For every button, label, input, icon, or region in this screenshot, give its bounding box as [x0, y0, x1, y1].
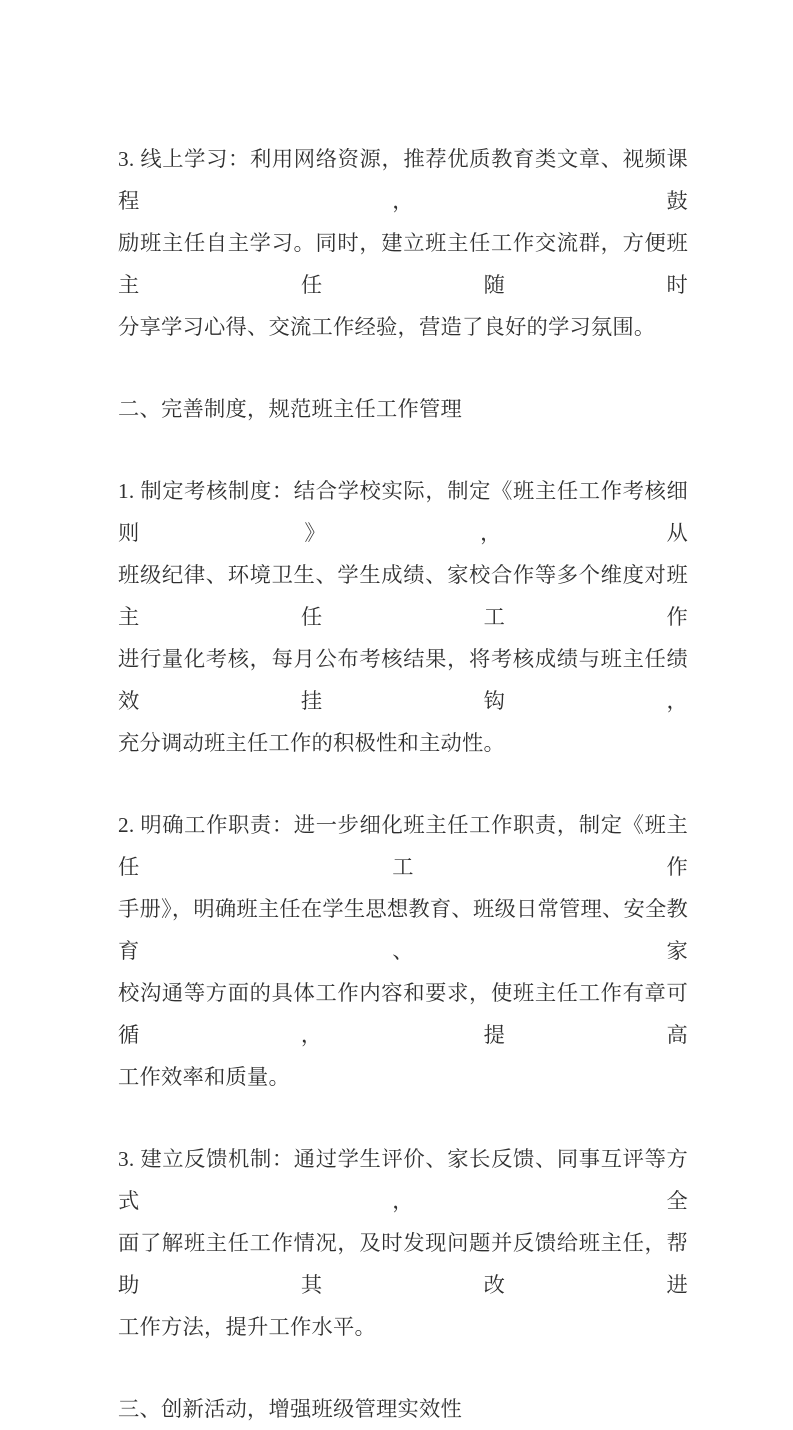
text-line: 3. 建立反馈机制：通过学生评价、家长反馈、同事互评等方式，全 — [118, 1147, 688, 1213]
paragraph-assessment-system — [118, 470, 688, 764]
text-line: 班级纪律、环境卫生、学生成绩、家校合作等多个维度对班主任工作 — [118, 563, 688, 629]
heading-section-3 — [118, 1388, 688, 1430]
text-line: 工作效率和质量。 — [118, 1065, 290, 1089]
text-line: 面了解班主任工作情况，及时发现问题并反馈给班主任，帮助其改进 — [118, 1231, 688, 1297]
text-line: 进行量化考核，每月公布考核结果，将考核成绩与班主任绩效挂钩， — [118, 647, 688, 713]
paragraph-online-learning — [118, 138, 688, 348]
text-line: 手册》，明确班主任在学生思想教育、班级日常管理、安全教育、家 — [118, 897, 688, 963]
text-line: 3. 线上学习：利用网络资源，推荐优质教育类文章、视频课程，鼓 — [118, 147, 688, 213]
paragraph-feedback-mechanism — [118, 1138, 688, 1348]
paragraph-work-duties — [118, 804, 688, 1098]
text-line: 校沟通等方面的具体工作内容和要求，使班主任工作有章可循，提高 — [118, 981, 688, 1047]
text-line: 工作方法，提升工作水平。 — [118, 1315, 376, 1339]
text-line: 分享学习心得、交流工作经验，营造了良好的学习氛围。 — [118, 315, 656, 339]
text-line: 充分调动班主任工作的积极性和主动性。 — [118, 731, 505, 755]
text-line: 励班主任自主学习。同时，建立班主任工作交流群，方便班主任随时 — [118, 231, 688, 297]
document-content — [118, 138, 688, 1430]
heading-text: 三、创新活动，增强班级管理实效性 — [118, 1397, 462, 1421]
text-line: 1. 制定考核制度：结合学校实际，制定《班主任工作考核细则》，从 — [118, 479, 688, 545]
heading-text: 二、完善制度，规范班主任工作管理 — [118, 397, 462, 421]
text-line: 2. 明确工作职责：进一步细化班主任工作职责，制定《班主任工作 — [118, 813, 688, 879]
heading-section-2 — [118, 388, 688, 430]
